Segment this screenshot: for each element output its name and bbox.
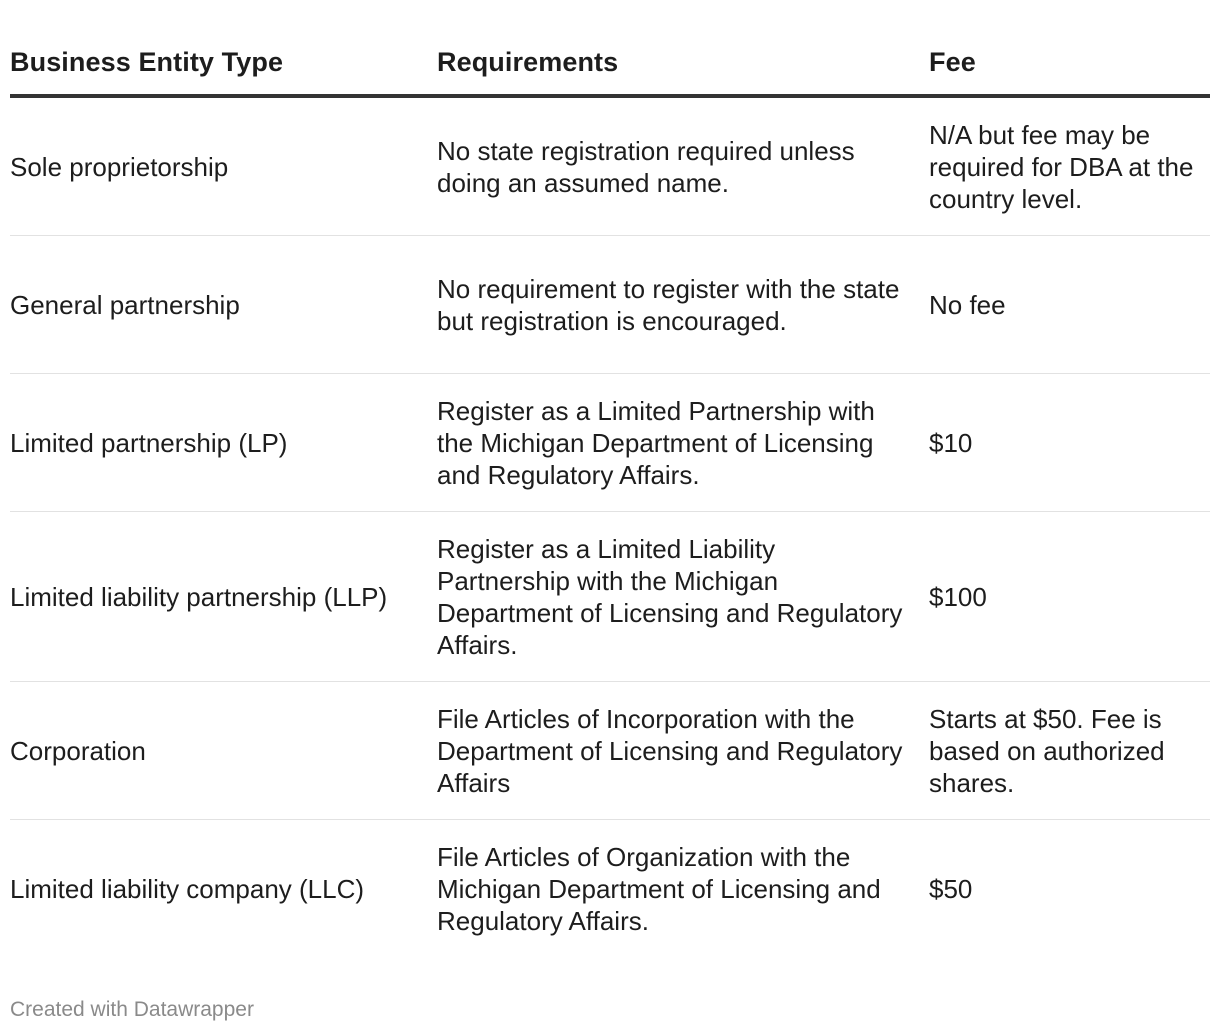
entity-cell: Limited liability company (LLC) [10, 874, 365, 904]
entity-cell: Limited partnership (LP) [10, 427, 288, 458]
table-row [10, 374, 1210, 512]
header-requirements: Requirements [437, 47, 619, 77]
entity-table [10, 30, 1210, 958]
fee-cell: N/A but fee may be required for DBA at the country level. [929, 119, 1194, 214]
table-row [10, 820, 1210, 958]
requirements-cell: File Articles of Incorporation with the Department of Licensing and Regulatory Affairs [437, 703, 903, 798]
entity-cell: Corporation [10, 735, 146, 766]
fee-cell: Starts at $50. Fee is based on authorized shares. [929, 703, 1165, 798]
table-row [10, 682, 1210, 820]
fee-cell: $10 [929, 427, 973, 458]
fee-cell: $50 [929, 874, 973, 904]
entity-cell: Sole proprietorship [10, 151, 229, 182]
requirements-cell: No requirement to register with the state but registration is encouraged. [437, 273, 900, 336]
header-fee: Fee [929, 47, 976, 77]
header-entity-type: Business Entity Type [10, 47, 284, 77]
table-row [10, 512, 1210, 682]
entity-cell: Limited liability partnership (LLP) [10, 581, 388, 612]
fee-cell: No fee [929, 289, 1006, 320]
requirements-cell: No state registration required unless doing an assumed name. [437, 135, 855, 198]
table-row [10, 98, 1210, 236]
table-row [10, 236, 1210, 374]
requirements-cell: Register as a Limited Liability Partnership with the Michigan Department of Licensing and Regulatory Affairs. [437, 533, 903, 660]
entity-cell: General partnership [10, 289, 240, 320]
datawrapper-credit[interactable]: Created with Datawrapper [10, 998, 254, 1021]
requirements-cell: Register as a Limited Partnership with the Michigan Department of Licensing and Regulatory Affairs. [437, 395, 875, 490]
fee-cell: $100 [929, 581, 987, 612]
table-header [10, 30, 1210, 98]
requirements-cell: File Articles of Organization with the Michigan Department of Licensing and Regulatory Affairs. [437, 842, 881, 936]
